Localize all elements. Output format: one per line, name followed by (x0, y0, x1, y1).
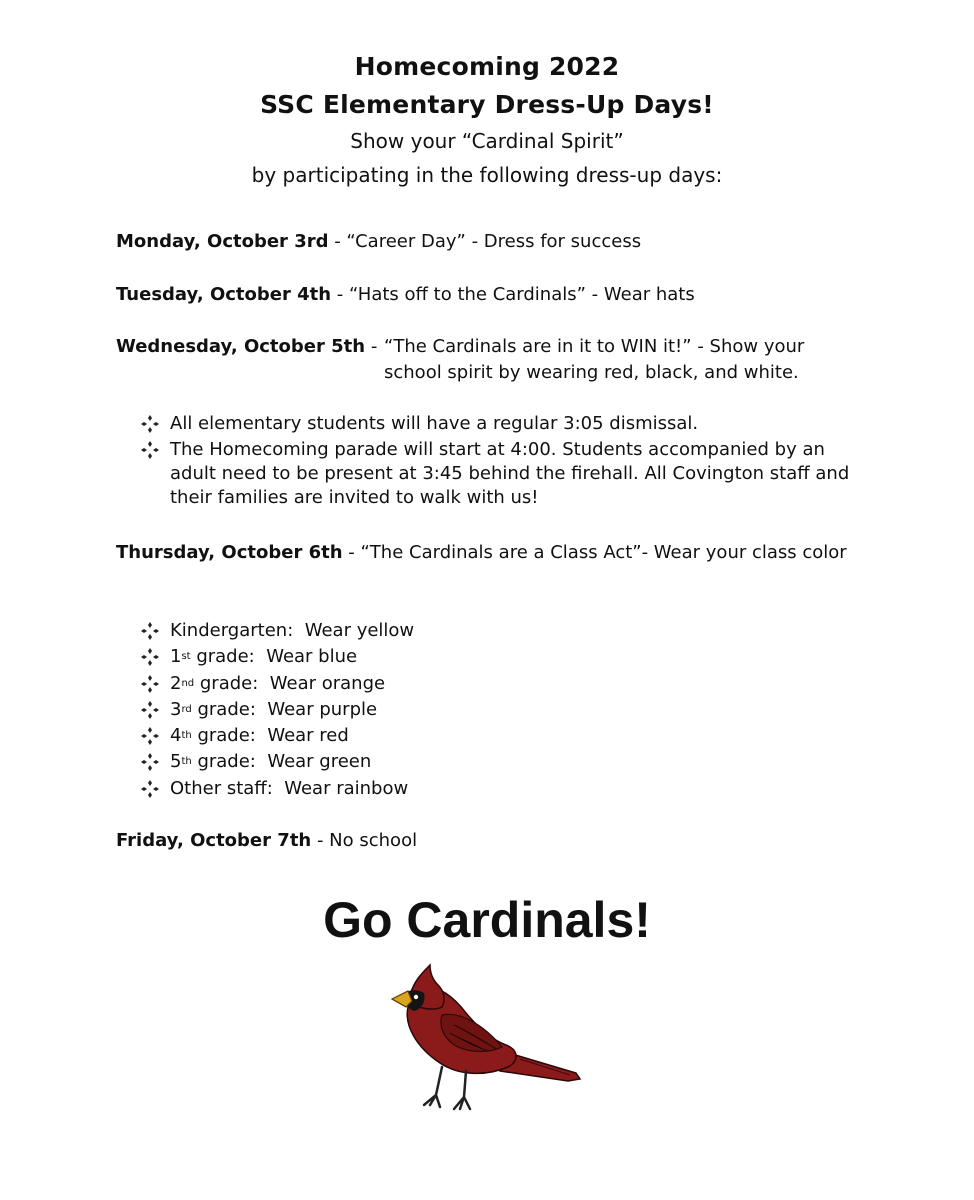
list-item (140, 671, 640, 697)
grade-number: 1 (170, 646, 182, 668)
grade-color: Wear rainbow (284, 777, 409, 799)
grade-color: Wear yellow (304, 620, 415, 641)
note-dismissal: All elementary students will have a regular 3:05 dismissal. (170, 413, 699, 434)
go-cardinals-heading: Go Cardinals! (323, 892, 651, 948)
grade-color: Wear orange (269, 672, 386, 694)
four-diamond-icon (140, 621, 160, 641)
four-diamond-icon (140, 414, 160, 434)
flyer-subtitle: SSC Elementary Dress-Up Days! (260, 90, 714, 119)
grade-label: grade: (190, 646, 255, 668)
day-wednesday (116, 334, 377, 360)
day-wednesday-date: Wednesday, October 5th (116, 336, 366, 357)
list-item (140, 697, 640, 723)
day-friday-desc: - No school (311, 830, 418, 851)
day-monday (116, 229, 641, 255)
day-wednesday-desc: “The Cardinals are in it to WIN it!” - Show your school spirit by wearing red, black, and white. (384, 336, 805, 383)
grade-number: 3 (170, 698, 182, 720)
four-diamond-icon (140, 647, 160, 667)
grade-suffix: th (181, 730, 192, 742)
grade-color: Wear purple (267, 698, 378, 720)
grade-label: grade: (191, 698, 256, 720)
day-tuesday-date: Tuesday, October 4th (116, 284, 332, 305)
grade-color: Wear red (267, 725, 349, 747)
list-item (140, 618, 640, 644)
grade-suffix: nd (181, 677, 195, 689)
four-diamond-icon (140, 674, 160, 694)
grade-color: Wear green (267, 751, 372, 773)
note-parade: The Homecoming parade will start at 4:00. Students accompanied by an adult need to be present at 3:45 behind the firehall. All Covington staff and their families are invited to walk with us! (170, 439, 850, 508)
day-friday-date: Friday, October 7th (116, 830, 312, 851)
grade-label: Kindergarten: (170, 620, 294, 641)
flyer-intro-line-2: by participating in the following dress-up days: (251, 163, 723, 187)
grade-number: 2 (170, 672, 182, 694)
four-diamond-icon (140, 700, 160, 720)
flyer-intro-line-1: Show your “Cardinal Spirit” (350, 129, 624, 153)
class-colors-list (140, 618, 640, 802)
day-tuesday (116, 282, 695, 308)
four-diamond-icon (140, 779, 160, 799)
grade-suffix: st (181, 651, 191, 663)
grade-label: grade: (191, 751, 256, 773)
four-diamond-icon (140, 726, 160, 746)
grade-label: grade: (191, 725, 256, 747)
four-diamond-icon (140, 440, 160, 460)
flyer-title: Homecoming 2022 (354, 52, 620, 81)
day-thursday (116, 539, 856, 566)
day-friday (116, 828, 417, 854)
grade-number: 4 (170, 725, 182, 747)
day-tuesday-desc: - “Hats off to the Cardinals” - Wear hats (331, 284, 695, 305)
four-diamond-icon (140, 752, 160, 772)
grade-label: grade: (194, 672, 259, 694)
grade-label: Other staff: (170, 777, 273, 799)
grade-suffix: rd (181, 703, 192, 715)
cardinal-bird-illustration (380, 955, 590, 1130)
list-item (140, 438, 870, 510)
day-thursday-desc: - “The Cardinals are a Class Act”- Wear your class color (342, 542, 847, 563)
day-thursday-date: Thursday, October 6th (116, 542, 343, 563)
list-item (140, 723, 640, 749)
grade-suffix: th (181, 756, 192, 768)
day-monday-desc: - “Career Day” - Dress for success (328, 231, 642, 252)
grade-number: 5 (170, 751, 182, 773)
flyer-header (0, 48, 974, 192)
wednesday-notes-list (140, 412, 870, 512)
list-item (140, 412, 870, 436)
grade-color: Wear blue (266, 646, 358, 668)
day-wednesday-dash: - (365, 336, 378, 357)
list-item (140, 644, 640, 670)
list-item (140, 749, 640, 775)
list-item (140, 776, 640, 802)
day-monday-date: Monday, October 3rd (116, 231, 329, 252)
